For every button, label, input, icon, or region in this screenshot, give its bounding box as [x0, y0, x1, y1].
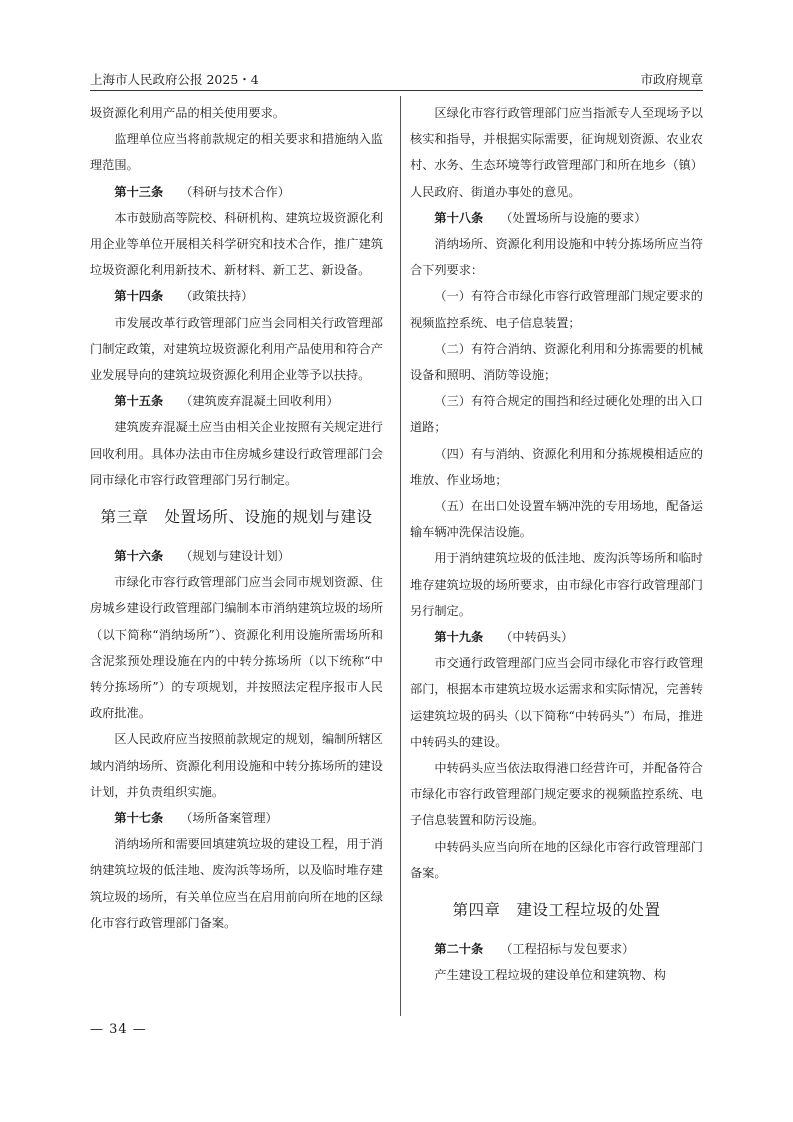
article-heading-16: [90, 543, 383, 569]
list-item: （一）有符合市绿化市容行政管理部门规定要求的视频监控系统、电子信息装置；: [410, 289, 703, 330]
list-item: （五）在出口处设置车辆冲洗的专用场地，配备运输车辆冲洗保洁设施。: [410, 499, 703, 540]
article-number: 第二十条: [434, 942, 484, 957]
column-divider: [400, 96, 401, 1016]
article-title: （科研与技术合作）: [180, 184, 290, 199]
paragraph: 圾资源化利用产品的相关使用要求。: [90, 106, 285, 120]
article-title: （处置场所与设施的要求）: [500, 210, 647, 225]
chapter-heading-3: 第三章 处置场所、设施的规划与建设: [100, 508, 373, 527]
article-heading-19: [410, 624, 703, 650]
article-heading-17: [90, 805, 383, 831]
section-title: 市政府规章: [640, 72, 703, 87]
paragraph: 监理单位应当将前款规定的相关要求和措施纳入监理范围。: [90, 132, 383, 173]
article-heading-14: [90, 283, 383, 309]
article-heading-13: [90, 179, 383, 205]
article-heading-18: [410, 205, 703, 231]
paragraph: 中转码头应当向所在地的区绿化市容行政管理部门备案。: [410, 839, 703, 880]
running-header: [90, 68, 703, 91]
article-number: 第十八条: [434, 210, 484, 225]
right-column: [410, 100, 703, 989]
publication-title: 上海市人民政府公报 2025・4: [90, 72, 259, 87]
article-number: 第十九条: [434, 630, 484, 645]
paragraph: 消纳场所、资源化利用设施和中转分拣场所应当符合下列要求：: [410, 237, 703, 278]
article-heading-20: [410, 936, 703, 962]
list-item: （四）有与消纳、资源化利用和分拣规模相适应的堆放、作业场地；: [410, 446, 703, 487]
paragraph: 建筑废弃混凝土应当由相关企业按照有关规定进行回收利用。具体办法由市住房城乡建设行政管理部门会同市绿化市容行政管理部门另行制定。: [90, 420, 383, 487]
article-number: 第十四条: [114, 289, 164, 304]
article-title: （建筑废弃混凝土回收利用）: [180, 394, 339, 409]
article-number: 第十七条: [114, 811, 164, 826]
list-item: （三）有符合规定的围挡和经过硬化处理的出入口道路；: [410, 394, 703, 435]
paragraph: 市绿化市容行政管理部门应当会同市规划资源、住房城乡建设行政管理部门编制本市消纳建筑垃圾的场所（以下简称“消纳场所”）、资源化利用设施所需场所和含泥浆预处理设施在内的中转分拣场所（以下统称“中转分拣场所”）的专项规划，并按照法定程序报市人民政府批准。: [90, 575, 383, 721]
paragraph: 市交通行政管理部门应当会同市绿化市容行政管理部门，根据本市建筑垃圾水运需求和实际情况，完善转运建筑垃圾的码头（以下简称“中转码头”）布局，推进中转码头的建设。: [410, 656, 703, 749]
paragraph: 区绿化市容行政管理部门应当指派专人至现场予以核实和指导，并根据实际需要，征询规划资源、农业农村、水务、生态环境等行政管理部门和所在地乡（镇）人民政府、街道办事处的意见。: [410, 106, 703, 199]
list-item: （二）有符合消纳、资源化利用和分拣需要的机械设备和照明、消防等设施；: [410, 341, 703, 383]
article-title: （工程招标与发包要求）: [500, 942, 635, 957]
paragraph: 产生建设工程垃圾的建设单位和建筑物、构: [434, 968, 666, 983]
article-title: （政策扶持）: [180, 289, 254, 304]
article-number: 第十五条: [114, 394, 164, 409]
article-title: （场所备案管理）: [180, 811, 278, 826]
article-number: 第十六条: [114, 549, 164, 564]
paragraph: 市发展改革行政管理部门应当会同相关行政管理部门制定政策，对建筑垃圾资源化利用产品使用和符合产业发展导向的建筑垃圾资源化利用企业等予以扶持。: [90, 315, 383, 383]
paragraph: 消纳场所和需要回填建筑垃圾的建设工程，用于消纳建筑垃圾的低洼地、废沟浜等场所，以及临时堆存建筑垃圾的场所，有关单位应当在启用前向所在地的区绿化市容行政管理部门备案。: [90, 837, 383, 930]
page-number: — 34 —: [90, 1022, 147, 1037]
paragraph: 用于消纳建筑垃圾的低洼地、废沟浜等场所和临时堆存建筑垃圾的场所要求，由市绿化市容行政管理部门另行制定。: [410, 551, 703, 618]
paragraph: 区人民政府应当按照前款规定的规划，编制所辖区域内消纳场所、资源化利用设施和中转分拣场所的建设计划，并负责组织实施。: [90, 732, 383, 799]
article-heading-15: [90, 388, 383, 414]
article-title: （中转码头）: [500, 630, 574, 645]
left-column: [90, 100, 383, 936]
article-title: （规划与建设计划）: [180, 549, 290, 564]
chapter-heading-4: 第四章 建设工程垃圾的处置: [452, 901, 661, 920]
article-number: 第十三条: [114, 184, 164, 199]
paragraph: 中转码头应当依法取得港口经营许可，并配备符合市绿化市容行政管理部门规定要求的视频监控系统、电子信息装置和防污设施。: [410, 761, 703, 828]
paragraph: 本市鼓励高等院校、科研机构、建筑垃圾资源化利用企业等单位开展相关科学研究和技术合作，推广建筑垃圾资源化利用新技术、新材料、新工艺、新设备。: [90, 210, 383, 278]
